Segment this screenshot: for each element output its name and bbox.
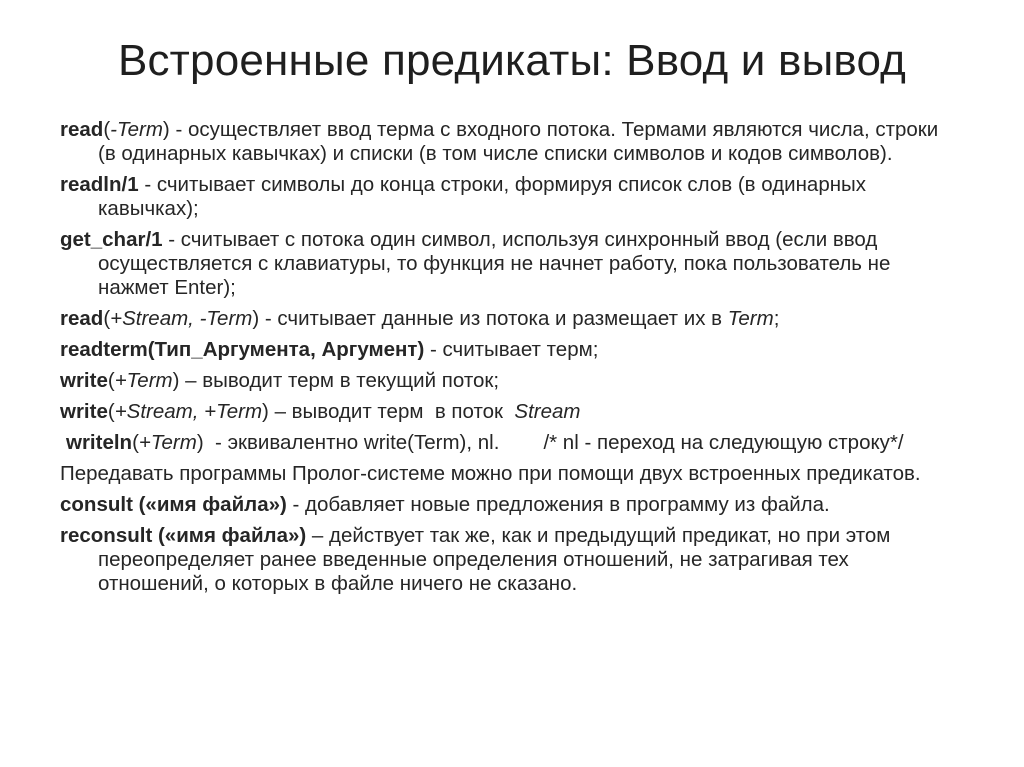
predicate-name: reconsult («имя файла») (60, 524, 307, 547)
item-read-term: read(-Term) - осуществляет ввод терма с входного потока. Термами являются числа, строки (в одинарных кавычках) и списки (в том числе списки символов и кодов символов). (60, 118, 939, 165)
predicate-description: - добавляет новые предложения в программу из файла. (286, 493, 830, 516)
predicate-description: - считывает символы до конца строки, формируя список слов (в одинарных кавычках); (98, 173, 867, 220)
predicate-description: - осуществляет ввод терма с входного потока. Термами являются числа, строки (в одинарных кавычках) и списки (в том числе списки символов и кодов символов). (98, 118, 939, 165)
predicate-description: – выводит терм в текущий поток; (179, 369, 500, 392)
predicate-description: – действует так же, как и предыдущий предикат, но при этом переопределяет ранее введенные определения отношений, не затрагивая тех отношений, о которых в файле ничего не сказано. (98, 524, 891, 595)
predicate-name: writeln (66, 431, 133, 454)
item-read-stream: read(+Stream, -Term) - считывает данные из потока и размещает их в Term; (60, 307, 780, 330)
predicate-name: readln/1 (60, 173, 139, 196)
item-readln (60, 173, 960, 221)
content-list (60, 118, 960, 603)
predicate-args: +Term (114, 369, 173, 392)
slide-title: Встроенные предикаты: Ввод и вывод (117, 36, 907, 85)
item-writeln: writeln(+Term) - эквивалентно write(Term), nl. /* nl - переход на следующую строку*/ (66, 431, 904, 454)
item-readterm (60, 338, 960, 362)
predicate-args: +Term (138, 431, 197, 454)
predicate-description: - эквивалентно write(Term), nl. (203, 431, 500, 454)
predicate-name: write (60, 400, 108, 423)
predicate-name: read (60, 307, 104, 330)
predicate-description: – выводит терм в поток (268, 400, 515, 423)
predicate-name: get_char/1 (60, 228, 163, 251)
item-write-term: write(+Term) – выводит терм в текущий поток; (60, 369, 500, 392)
item-write-stream: write(+Stream, +Term) – выводит терм в поток Stream (60, 400, 581, 423)
predicate-args: +Stream, +Term (114, 400, 263, 423)
predicate-description: - считывает терм; (424, 338, 599, 361)
predicate-comment: /* nl - переход на следующую строку*/ (543, 431, 904, 454)
predicate-name: consult («имя файла») (60, 493, 287, 516)
predicate-args: +Stream, -Term (110, 307, 253, 330)
predicate-description: - считывает с потока один символ, используя синхронный ввод (если ввод осуществляется с клавиатуры, то функция не начнет работу, пока пользователь не нажмет Enter); (98, 228, 891, 299)
predicate-name: read (60, 118, 104, 141)
item-transfer-text: Передавать программы Пролог-системе можно при помощи двух встроенных предикатов. (60, 462, 921, 485)
item-reconsult (60, 524, 960, 596)
predicate-name: readterm(Тип_Аргумента, Аргумент) (60, 338, 425, 361)
item-consult (60, 493, 960, 517)
item-get-char (60, 228, 960, 300)
predicate-args: -Term (110, 118, 163, 141)
predicate-name: write (60, 369, 108, 392)
predicate-description: - считывает данные из потока и размещает их в (259, 307, 728, 330)
